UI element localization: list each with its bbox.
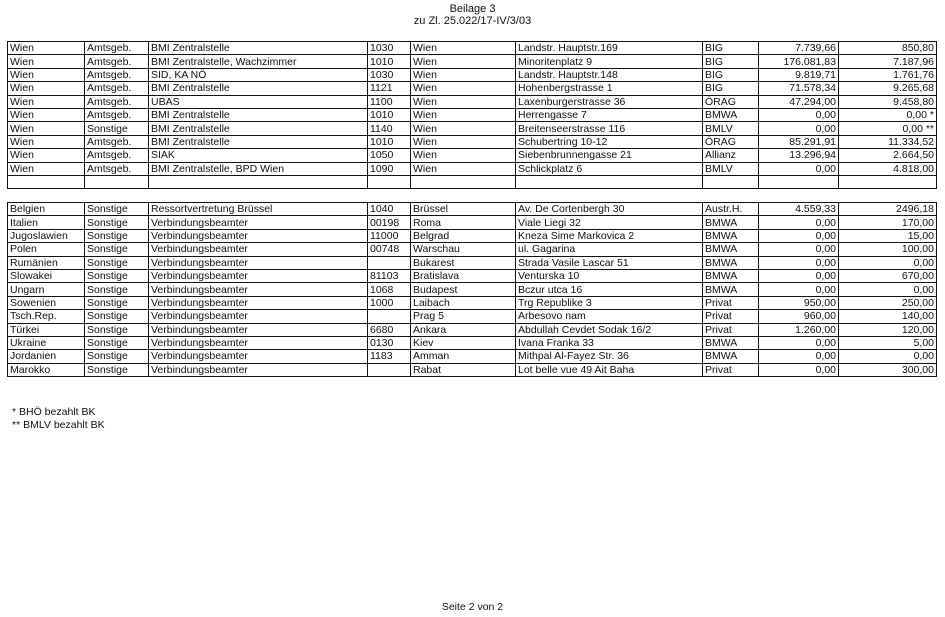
table-abroad	[7, 202, 937, 377]
cell-postal-code	[368, 363, 411, 376]
cell-owner: BMWA	[703, 229, 759, 242]
cell-value-b: 100,00	[839, 243, 937, 256]
cell-category: Sonstige	[85, 256, 149, 269]
cell-value-b: 2496,18	[839, 203, 937, 216]
cell-postal-code	[368, 175, 411, 188]
cell-address: Bczur utca 16	[516, 283, 703, 296]
cell-owner: ÖRAG	[703, 95, 759, 108]
cell-postal-code: 1040	[368, 203, 411, 216]
cell-country: Wien	[8, 55, 85, 68]
cell-value-b: 9.265,68	[839, 82, 937, 95]
cell-postal-code: 1121	[368, 82, 411, 95]
cell-country: Wien	[8, 162, 85, 175]
cell-postal-code: 1030	[368, 42, 411, 55]
cell-address: Hohenbergstrasse 1	[516, 82, 703, 95]
cell-value-b: 2.664,50	[839, 149, 937, 162]
table-row	[8, 203, 937, 216]
cell-city: Ankara	[411, 323, 516, 336]
cell-value-b: 850,80	[839, 42, 937, 55]
cell-owner: BMWA	[703, 269, 759, 282]
cell-address: Kneza Sime Markovica 2	[516, 229, 703, 242]
cell-value-a: 0,00	[759, 269, 839, 282]
cell-postal-code: 00198	[368, 216, 411, 229]
cell-unit: BMI Zentralstelle	[149, 135, 368, 148]
cell-address: Mithpal Al-Fayez Str. 36	[516, 350, 703, 363]
cell-postal-code: 81103	[368, 269, 411, 282]
cell-address	[516, 175, 703, 188]
table-row	[8, 42, 937, 55]
cell-value-b: 15,00	[839, 229, 937, 242]
cell-value-b: 9.458,80	[839, 95, 937, 108]
cell-category: Amtsgeb.	[85, 42, 149, 55]
cell-category: Sonstige	[85, 336, 149, 349]
cell-address: Schlickplatz 6	[516, 162, 703, 175]
cell-unit: BMI Zentralstelle	[149, 42, 368, 55]
cell-value-b	[839, 175, 937, 188]
footnotes	[12, 406, 105, 432]
cell-unit: BMI Zentralstelle	[149, 108, 368, 121]
cell-address: Lot belle vue 49 Ait Baha	[516, 363, 703, 376]
cell-owner: BIG	[703, 82, 759, 95]
cell-country: Sowenien	[8, 296, 85, 309]
cell-unit: UBAS	[149, 95, 368, 108]
cell-owner: Allianz	[703, 149, 759, 162]
cell-address: Schubertring 10-12	[516, 135, 703, 148]
cell-address: ul. Gagarina	[516, 243, 703, 256]
cell-owner: BMWA	[703, 283, 759, 296]
cell-category: Sonstige	[85, 122, 149, 135]
cell-category: Amtsgeb.	[85, 55, 149, 68]
cell-postal-code	[368, 256, 411, 269]
cell-postal-code	[368, 310, 411, 323]
cell-country: Wien	[8, 95, 85, 108]
cell-category: Amtsgeb.	[85, 68, 149, 81]
cell-category: Sonstige	[85, 203, 149, 216]
cell-postal-code: 1010	[368, 108, 411, 121]
cell-city: Wien	[411, 135, 516, 148]
table-row	[8, 269, 937, 282]
table-row	[8, 149, 937, 162]
table-row	[8, 82, 937, 95]
table-row	[8, 229, 937, 242]
cell-owner: ÖRAG	[703, 135, 759, 148]
cell-postal-code: 11000	[368, 229, 411, 242]
cell-value-b: 250,00	[839, 296, 937, 309]
cell-city: Wien	[411, 162, 516, 175]
cell-city: Brüssel	[411, 203, 516, 216]
cell-postal-code: 1068	[368, 283, 411, 296]
cell-city: Belgrad	[411, 229, 516, 242]
cell-address: Landstr. Hauptstr.169	[516, 42, 703, 55]
cell-unit: Verbindungsbeamter	[149, 296, 368, 309]
cell-owner: BIG	[703, 68, 759, 81]
cell-owner: Privat	[703, 310, 759, 323]
cell-city: Wien	[411, 95, 516, 108]
table-row	[8, 175, 937, 188]
cell-country: Wien	[8, 135, 85, 148]
table-row	[8, 296, 937, 309]
cell-city: Wien	[411, 108, 516, 121]
cell-address: Strada Vasile Lascar 51	[516, 256, 703, 269]
cell-unit: Verbindungsbeamter	[149, 323, 368, 336]
table-row	[8, 68, 937, 81]
cell-value-a: 0,00	[759, 350, 839, 363]
cell-postal-code: 1050	[368, 149, 411, 162]
cell-value-a: 71.578,34	[759, 82, 839, 95]
cell-owner: BMWA	[703, 256, 759, 269]
cell-owner: Austr.H.	[703, 203, 759, 216]
cell-postal-code: 6680	[368, 323, 411, 336]
cell-value-b: 4.818,00	[839, 162, 937, 175]
cell-value-a: 0,00	[759, 162, 839, 175]
cell-country: Wien	[8, 108, 85, 121]
cell-postal-code: 1140	[368, 122, 411, 135]
cell-value-a: 950,00	[759, 296, 839, 309]
cell-unit: Verbindungsbeamter	[149, 269, 368, 282]
cell-unit: Verbindungsbeamter	[149, 216, 368, 229]
cell-postal-code: 1100	[368, 95, 411, 108]
cell-value-b: 0,00	[839, 256, 937, 269]
cell-value-a: 0,00	[759, 122, 839, 135]
cell-address: Viale Liegi 32	[516, 216, 703, 229]
cell-owner: Privat	[703, 296, 759, 309]
cell-unit	[149, 175, 368, 188]
cell-owner: BMWA	[703, 336, 759, 349]
cell-unit: BMI Zentralstelle	[149, 82, 368, 95]
cell-country: Türkei	[8, 323, 85, 336]
cell-value-a: 0,00	[759, 108, 839, 121]
table-row	[8, 323, 937, 336]
cell-postal-code: 1090	[368, 162, 411, 175]
document-title: Beilage 3	[449, 3, 496, 15]
cell-value-a: 0,00	[759, 256, 839, 269]
cell-address: Minoritenplatz 9	[516, 55, 703, 68]
cell-unit: Verbindungsbeamter	[149, 310, 368, 323]
cell-value-b: 170,00	[839, 216, 937, 229]
cell-value-a: 0,00	[759, 336, 839, 349]
table-row	[8, 108, 937, 121]
table-row	[8, 95, 937, 108]
cell-value-b: 300,00	[839, 363, 937, 376]
cell-country: Wien	[8, 82, 85, 95]
cell-address: Breitenseerstrasse 116	[516, 122, 703, 135]
table-row	[8, 216, 937, 229]
cell-country: Jugoslawien	[8, 229, 85, 242]
cell-owner: BMLV	[703, 162, 759, 175]
cell-value-b: 120,00	[839, 323, 937, 336]
cell-category: Sonstige	[85, 310, 149, 323]
cell-owner: BIG	[703, 55, 759, 68]
cell-unit: BMI Zentralstelle, BPD Wien	[149, 162, 368, 175]
footnote: ** BMLV bezahlt BK	[12, 419, 105, 431]
cell-category: Sonstige	[85, 283, 149, 296]
table-row	[8, 243, 937, 256]
cell-value-a: 0,00	[759, 216, 839, 229]
table-row	[8, 122, 937, 135]
cell-address: Abdullah Cevdet Sodak 16/2	[516, 323, 703, 336]
cell-unit: Verbindungsbeamter	[149, 336, 368, 349]
cell-city: Wien	[411, 149, 516, 162]
cell-country: Belgien	[8, 203, 85, 216]
cell-category: Amtsgeb.	[85, 108, 149, 121]
cell-value-b: 140,00	[839, 310, 937, 323]
cell-country	[8, 175, 85, 188]
cell-category: Sonstige	[85, 229, 149, 242]
cell-address: Ivana Franka 33	[516, 336, 703, 349]
cell-value-a: 176.081,83	[759, 55, 839, 68]
cell-value-a: 13.296,94	[759, 149, 839, 162]
cell-owner: BMWA	[703, 350, 759, 363]
cell-value-a: 7.739,66	[759, 42, 839, 55]
cell-address: Laxenburgerstrasse 36	[516, 95, 703, 108]
cell-value-b: 0,00	[839, 350, 937, 363]
cell-value-b: 670,00	[839, 269, 937, 282]
cell-value-b: 11.334,52	[839, 135, 937, 148]
table-row	[8, 336, 937, 349]
cell-address: Av. De Cortenbergh 30	[516, 203, 703, 216]
cell-category: Sonstige	[85, 296, 149, 309]
cell-city: Amman	[411, 350, 516, 363]
cell-city: Roma	[411, 216, 516, 229]
cell-value-b: 0,00 **	[839, 122, 937, 135]
cell-category: Sonstige	[85, 216, 149, 229]
cell-value-a: 9.819,71	[759, 68, 839, 81]
cell-unit: BMI Zentralstelle	[149, 122, 368, 135]
cell-address: Herrengasse 7	[516, 108, 703, 121]
cell-category: Sonstige	[85, 269, 149, 282]
cell-postal-code: 1183	[368, 350, 411, 363]
cell-owner: BIG	[703, 42, 759, 55]
cell-country: Ukraine	[8, 336, 85, 349]
cell-owner: BMWA	[703, 243, 759, 256]
cell-country: Wien	[8, 68, 85, 81]
cell-value-a: 1.260,00	[759, 323, 839, 336]
cell-owner: BMWA	[703, 216, 759, 229]
cell-value-a: 960,00	[759, 310, 839, 323]
cell-city: Wien	[411, 68, 516, 81]
cell-category: Amtsgeb.	[85, 162, 149, 175]
cell-value-b: 0,00 *	[839, 108, 937, 121]
cell-owner: BMLV	[703, 122, 759, 135]
cell-address: Siebenbrunnengasse 21	[516, 149, 703, 162]
cell-city: Prag 5	[411, 310, 516, 323]
cell-owner	[703, 175, 759, 188]
table-row	[8, 55, 937, 68]
cell-city: Budapest	[411, 283, 516, 296]
cell-value-a: 0,00	[759, 229, 839, 242]
cell-value-b: 7.187,96	[839, 55, 937, 68]
cell-unit: Verbindungsbeamter	[149, 283, 368, 296]
cell-city: Warschau	[411, 243, 516, 256]
cell-country: Polen	[8, 243, 85, 256]
cell-unit: Ressortvertretung Brüssel	[149, 203, 368, 216]
table-row	[8, 162, 937, 175]
cell-country: Tsch.Rep.	[8, 310, 85, 323]
cell-postal-code: 1030	[368, 68, 411, 81]
cell-unit: Verbindungsbeamter	[149, 256, 368, 269]
cell-value-a: 47.294,00	[759, 95, 839, 108]
cell-category: Amtsgeb.	[85, 82, 149, 95]
cell-postal-code: 1010	[368, 55, 411, 68]
cell-value-a: 85.291,91	[759, 135, 839, 148]
cell-address: Venturska 10	[516, 269, 703, 282]
cell-unit: SIAK	[149, 149, 368, 162]
cell-category: Sonstige	[85, 243, 149, 256]
cell-unit: Verbindungsbeamter	[149, 363, 368, 376]
cell-country: Marokko	[8, 363, 85, 376]
table-row	[8, 350, 937, 363]
cell-category	[85, 175, 149, 188]
cell-category: Sonstige	[85, 350, 149, 363]
cell-city: Wien	[411, 55, 516, 68]
cell-unit: Verbindungsbeamter	[149, 243, 368, 256]
cell-category: Amtsgeb.	[85, 149, 149, 162]
cell-value-b: 0,00	[839, 283, 937, 296]
reference-number: zu Zl. 25.022/17-IV/3/03	[413, 15, 532, 27]
cell-city: Kiev	[411, 336, 516, 349]
cell-value-a: 4.559,33	[759, 203, 839, 216]
cell-owner: Privat	[703, 323, 759, 336]
table-row	[8, 256, 937, 269]
cell-category: Sonstige	[85, 363, 149, 376]
table-row	[8, 310, 937, 323]
cell-unit: SID, KA NÖ	[149, 68, 368, 81]
cell-owner: BMWA	[703, 108, 759, 121]
cell-city: Rabat	[411, 363, 516, 376]
cell-value-b: 5,00	[839, 336, 937, 349]
table-row	[8, 363, 937, 376]
cell-category: Amtsgeb.	[85, 95, 149, 108]
cell-city: Laibach	[411, 296, 516, 309]
cell-postal-code: 00748	[368, 243, 411, 256]
cell-city: Wien	[411, 122, 516, 135]
cell-city	[411, 175, 516, 188]
cell-country: Rumänien	[8, 256, 85, 269]
cell-country: Wien	[8, 122, 85, 135]
cell-value-a	[759, 175, 839, 188]
cell-unit: Verbindungsbeamter	[149, 350, 368, 363]
page-number: Seite 2 von 2	[441, 601, 504, 613]
cell-value-a: 0,00	[759, 243, 839, 256]
cell-postal-code: 1010	[368, 135, 411, 148]
cell-country: Ungarn	[8, 283, 85, 296]
cell-category: Sonstige	[85, 323, 149, 336]
table-row	[8, 283, 937, 296]
cell-country: Wien	[8, 42, 85, 55]
table-row	[8, 135, 937, 148]
table-austria	[7, 41, 937, 189]
cell-address: Arbesovo nam	[516, 310, 703, 323]
cell-city: Bratislava	[411, 269, 516, 282]
cell-country: Italien	[8, 216, 85, 229]
cell-country: Slowakei	[8, 269, 85, 282]
cell-value-a: 0,00	[759, 283, 839, 296]
cell-unit: BMI Zentralstelle, Wachzimmer	[149, 55, 368, 68]
cell-value-b: 1.761,76	[839, 68, 937, 81]
cell-postal-code: 0130	[368, 336, 411, 349]
cell-city: Wien	[411, 82, 516, 95]
footnote: * BHÖ bezahlt BK	[12, 406, 96, 418]
cell-value-a: 0,00	[759, 363, 839, 376]
cell-country: Jordanien	[8, 350, 85, 363]
cell-country: Wien	[8, 149, 85, 162]
cell-city: Wien	[411, 42, 516, 55]
cell-unit: Verbindungsbeamter	[149, 229, 368, 242]
cell-address: Trg Republike 3	[516, 296, 703, 309]
cell-address: Landstr. Hauptstr.148	[516, 68, 703, 81]
cell-postal-code: 1000	[368, 296, 411, 309]
cell-category: Amtsgeb.	[85, 135, 149, 148]
cell-owner: Privat	[703, 363, 759, 376]
cell-city: Bukarest	[411, 256, 516, 269]
